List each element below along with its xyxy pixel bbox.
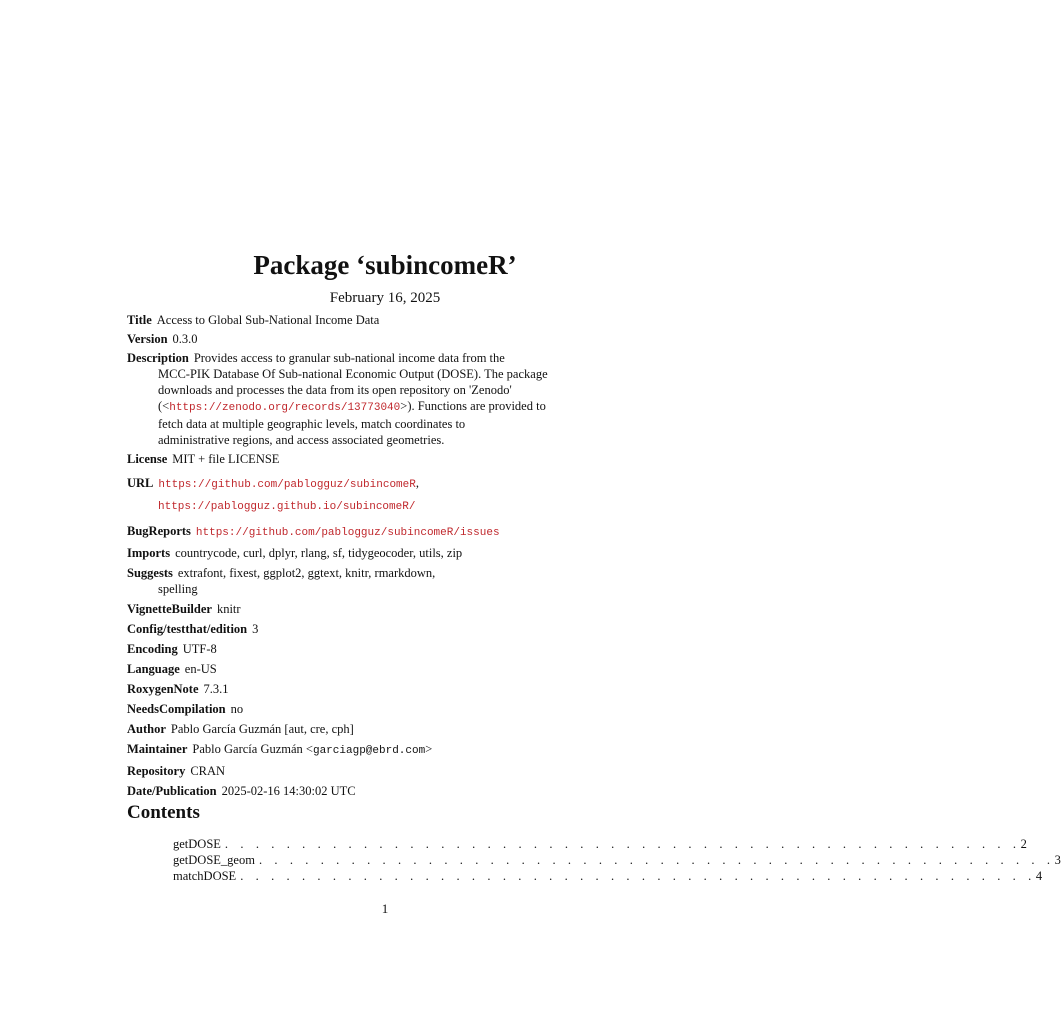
toc-label[interactable]: getDOSE_geom	[173, 853, 255, 867]
field-language	[127, 661, 567, 677]
field-value: Pablo García Guzmán [aut, cre, cph]	[170, 722, 354, 736]
field-value: Access to Global Sub-National Income Data	[156, 313, 380, 327]
field-value: MIT + file LICENSE	[172, 452, 280, 466]
field-key: RoxygenNote	[127, 682, 199, 696]
toc-label[interactable]: matchDOSE	[173, 869, 237, 883]
table-of-contents	[173, 836, 1061, 884]
field-value: UTF-8	[182, 642, 217, 656]
maintainer-name: Pablo García Guzmán <	[192, 742, 313, 756]
field-version	[127, 331, 567, 347]
field-key: Imports	[127, 546, 171, 560]
toc-page[interactable]: 2	[1020, 837, 1027, 851]
url-line	[127, 497, 567, 515]
field-license	[127, 451, 567, 467]
field-key: Author	[127, 722, 166, 736]
field-encoding	[127, 641, 567, 657]
field-value: 0.3.0	[172, 332, 198, 346]
description-line	[127, 398, 567, 416]
field-key: Title	[127, 313, 152, 327]
field-key: Date/Publication	[127, 784, 217, 798]
field-description	[127, 350, 567, 448]
field-url	[127, 475, 567, 515]
field-value: CRAN	[190, 764, 226, 778]
toc-entry[interactable]	[173, 868, 1043, 884]
toc-leader-dots: . . . . . . . . . . . . . . . . . . . . . . . . . . . . . . . . . . . . . . . . . . . . . . . . . . . .	[258, 853, 1055, 867]
field-value: 2025-02-16 14:30:02 UTC	[221, 784, 356, 798]
field-value-cont: spelling	[158, 582, 198, 596]
field-bugreports	[127, 523, 567, 541]
field-needscompilation	[127, 701, 567, 717]
package-title: Package ‘subincomeR’	[253, 250, 517, 280]
field-repository	[127, 763, 567, 779]
description-line: Provides access to granular sub-national income data from the	[193, 351, 505, 365]
description-line: fetch data at multiple geographic levels, match coordinates to	[158, 417, 466, 431]
field-key: VignetteBuilder	[127, 602, 212, 616]
field-value: 3	[252, 622, 259, 636]
toc-page[interactable]: 4	[1035, 869, 1043, 883]
field-maintainer	[127, 741, 567, 759]
field-date-publication	[127, 783, 567, 799]
description-text: >). Functions are provided to	[400, 399, 546, 413]
github-link[interactable]: https://github.com/pablogguz/subincomeR	[158, 479, 416, 491]
website-link[interactable]: https://pablogguz.github.io/subincomeR/	[158, 501, 416, 513]
field-value: no	[230, 702, 244, 716]
url-separator: ,	[415, 476, 419, 490]
field-roxygennote	[127, 681, 567, 697]
description-line: administrative regions, and access associated geometries.	[158, 433, 445, 447]
field-author	[127, 721, 567, 737]
toc-leader-dots: . . . . . . . . . . . . . . . . . . . . . . . . . . . . . . . . . . . . . . . . . . . . . . . . . . . .	[240, 869, 1036, 883]
contents-heading: Contents	[127, 802, 200, 823]
field-key: License	[127, 452, 168, 466]
zenodo-link[interactable]: https://zenodo.org/records/13773040	[169, 402, 401, 414]
field-key: Config/testthat/edition	[127, 622, 248, 636]
description-fields	[127, 312, 567, 799]
toc-entry[interactable]	[173, 852, 1061, 868]
maintainer-email: garciagp@ebrd.com	[312, 745, 426, 757]
field-value: 7.3.1	[203, 682, 229, 696]
field-key: Language	[127, 662, 180, 676]
field-key: Repository	[127, 764, 186, 778]
field-value: knitr	[216, 602, 241, 616]
field-vignettebuilder	[127, 601, 567, 617]
field-key: Description	[127, 351, 189, 365]
field-value: extrafont, fixest, ggplot2, ggtext, knitr, rmarkdown,	[177, 566, 436, 580]
toc-label[interactable]: getDOSE	[173, 837, 221, 851]
field-key: Version	[127, 332, 168, 346]
field-title	[127, 312, 567, 328]
package-date: February 16, 2025	[329, 290, 441, 306]
field-key: Encoding	[127, 642, 178, 656]
field-imports	[127, 545, 567, 561]
field-key: NeedsCompilation	[127, 702, 226, 716]
description-line: downloads and processes the data from its open repository on 'Zenodo'	[158, 383, 512, 397]
toc-entry[interactable]	[173, 836, 1027, 852]
field-key: Maintainer	[127, 742, 188, 756]
field-suggests	[127, 565, 567, 597]
field-testthat	[127, 621, 567, 637]
field-key: BugReports	[127, 524, 191, 538]
maintainer-close: >	[425, 742, 433, 756]
issues-link[interactable]: https://github.com/pablogguz/subincomeR/issues	[195, 527, 500, 539]
toc-leader-dots: . . . . . . . . . . . . . . . . . . . . . . . . . . . . . . . . . . . . . . . . . . . . . . . . . . . .	[224, 837, 1021, 851]
page-number: 1	[381, 901, 389, 916]
description-text: (<	[158, 399, 170, 413]
field-key: URL	[127, 476, 154, 490]
field-value: countrycode, curl, dplyr, rlang, sf, tidygeocoder, utils, zip	[175, 546, 463, 560]
description-line: MCC-PIK Database Of Sub-national Economic Output (DOSE). The package	[158, 367, 548, 381]
toc-page[interactable]: 3	[1054, 853, 1061, 867]
field-value: en-US	[184, 662, 217, 676]
field-key: Suggests	[127, 566, 173, 580]
